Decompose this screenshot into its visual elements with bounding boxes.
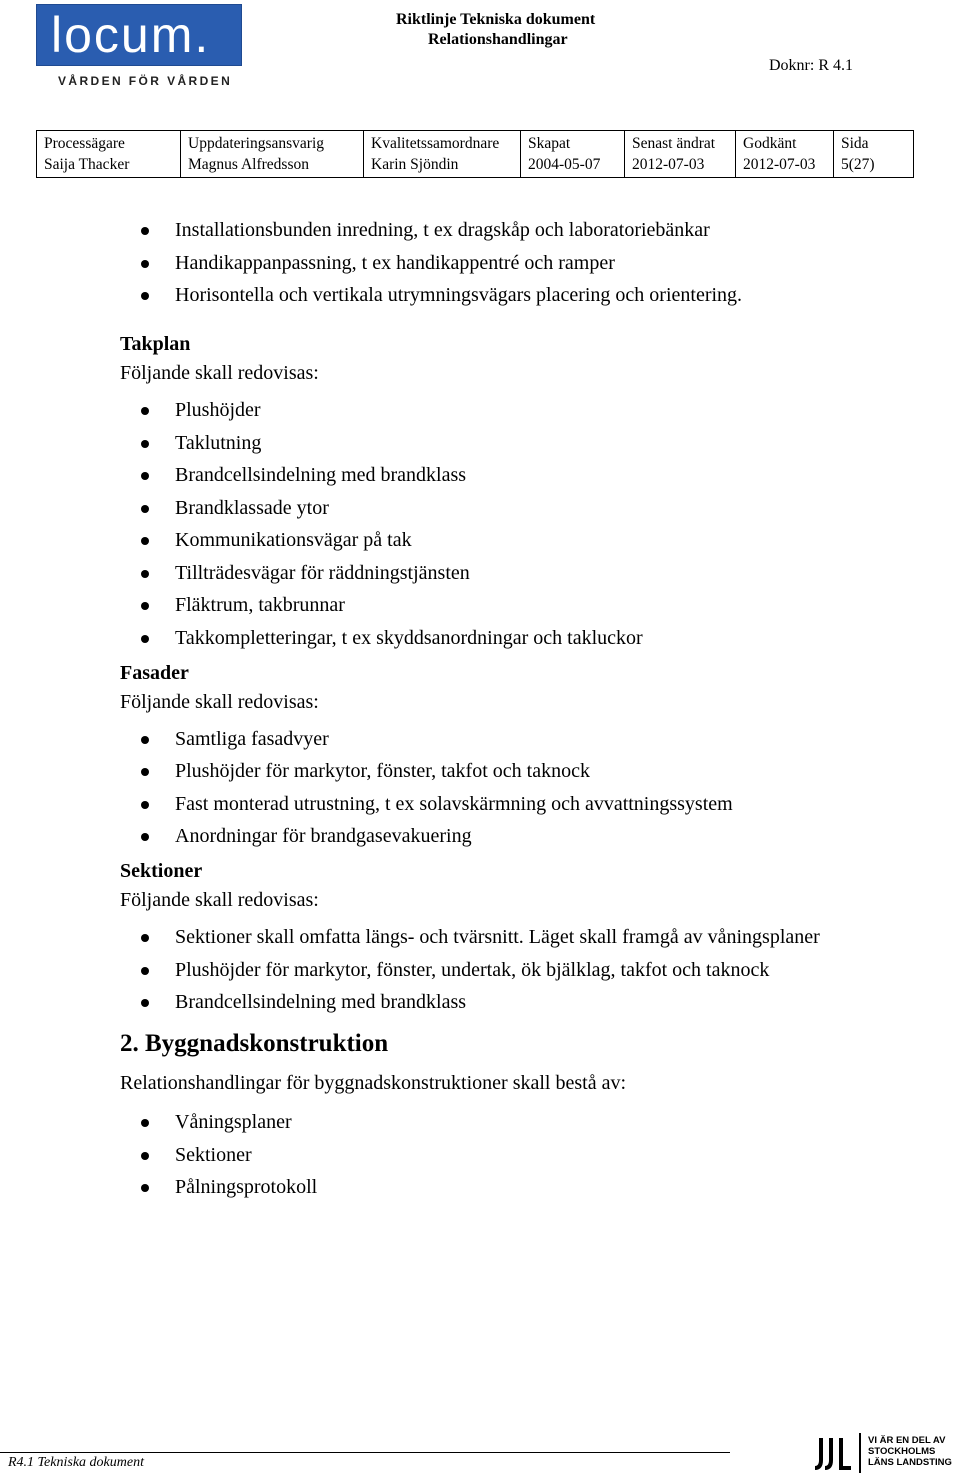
list-item: Handikappanpassning, t ex handikappentré och ramper — [120, 251, 900, 276]
list-item: Takkompletteringar, t ex skyddsanordningar och takluckor — [120, 626, 900, 651]
metadata-row — [37, 131, 914, 178]
locum-logo — [36, 4, 242, 66]
list-item: Horisontella och vertikala utrymningsvägars placering och orientering. — [120, 283, 900, 308]
chapter-intro: Relationshandlingar för byggnadskonstruktioner skall bestå av: — [120, 1072, 627, 1094]
footer-divider — [0, 1452, 730, 1453]
section-heading: Takplan — [120, 333, 191, 355]
section-heading: Fasader — [120, 661, 189, 684]
list-item: Installationsbunden inredning, t ex dragskåp och laboratoriebänkar — [120, 218, 900, 243]
list-item: Brandcellsindelning med brandklass — [120, 990, 900, 1015]
metadata-value: 2012-07-03 — [632, 156, 705, 173]
list-item: Kommunikationsvägar på tak — [120, 528, 900, 553]
list-item: Brandcellsindelning med brandklass — [120, 463, 900, 488]
metadata-cell — [736, 131, 834, 178]
sll-emblem-icon — [815, 1436, 855, 1472]
sll-tagline: VI ÄR EN DEL AV STOCKHOLMS LÄNS LANDSTING — [868, 1435, 952, 1468]
metadata-header: Uppdateringsansvarig — [188, 135, 325, 152]
list-item: Pålningsprotokoll — [120, 1175, 900, 1200]
list-item: Våningsplaner — [120, 1110, 900, 1135]
metadata-cell — [521, 131, 625, 178]
sll-divider — [859, 1433, 861, 1473]
document-subtitle: Relationshandlingar — [428, 31, 568, 48]
metadata-header: Sida — [841, 135, 869, 152]
metadata-value: 2004-05-07 — [528, 156, 601, 173]
bullet-list — [120, 727, 900, 850]
list-item: Samtliga fasadvyer — [120, 727, 900, 752]
list-item: Plushöjder för markytor, fönster, undertak, ök bjälklag, takfot och taknock — [120, 958, 900, 983]
chapter-byggnadskonstruktion — [120, 1029, 900, 1200]
list-item: Anordningar för brandgasevakuering — [120, 824, 900, 849]
list-item: Brandklassade ytor — [120, 496, 900, 521]
bullet-list — [120, 398, 900, 651]
document-number: Doknr: R 4.1 — [769, 57, 853, 74]
list-item: Plushöjder — [120, 398, 900, 423]
metadata-header: Skapat — [528, 135, 571, 152]
section-intro: Följande skall redovisas: — [120, 889, 319, 911]
metadata-header: Godkänt — [743, 135, 797, 152]
bullet-list — [120, 925, 900, 1015]
list-item: Taklutning — [120, 431, 900, 456]
bullet-list — [120, 1110, 900, 1200]
metadata-value: Magnus Alfredsson — [188, 156, 309, 173]
logo-wordmark: locum. — [51, 7, 211, 63]
metadata-header: Processägare — [44, 135, 125, 152]
metadata-value: 5(27) — [841, 156, 875, 173]
section-intro: Följande skall redovisas: — [120, 362, 319, 384]
document-body — [120, 218, 900, 1208]
section-heading: Sektioner — [120, 860, 203, 882]
section-fasader — [120, 661, 900, 850]
metadata-value: Karin Sjöndin — [371, 156, 459, 173]
section-intro: Följande skall redovisas: — [120, 690, 319, 713]
section-takplan — [120, 332, 900, 651]
logo-tagline: VÅRDEN FÖR VÅRDEN — [58, 74, 233, 88]
metadata-cell — [834, 131, 914, 178]
metadata-cell — [625, 131, 736, 178]
list-item: Plushöjder för markytor, fönster, takfot och taknock — [120, 759, 900, 784]
list-item: Fläktrum, takbrunnar — [120, 593, 900, 618]
list-item: Sektioner — [120, 1143, 900, 1168]
document-title: Riktlinje Tekniska dokument — [396, 11, 596, 28]
metadata-table — [36, 130, 914, 178]
list-item: Sektioner skall omfatta längs- och tvärsnitt. Läget skall framgå av våningsplaner — [120, 925, 900, 950]
metadata-cell — [181, 131, 364, 178]
bullet-list — [120, 218, 900, 308]
list-item: Fast monterad utrustning, t ex solavskärmning och avvattningssystem — [120, 792, 900, 817]
metadata-value: 2012-07-03 — [743, 156, 816, 173]
metadata-header: Kvalitetssamordnare — [371, 135, 500, 152]
metadata-value: Saija Thacker — [44, 156, 130, 173]
metadata-header: Senast ändrat — [632, 135, 716, 152]
section-sektioner — [120, 859, 900, 1015]
list-item: Tillträdesvägar för räddningstjänsten — [120, 561, 900, 586]
sll-logo — [815, 1433, 960, 1473]
footer-document-name: R4.1 Tekniska dokument — [8, 1455, 144, 1470]
metadata-cell — [37, 131, 181, 178]
metadata-cell — [364, 131, 521, 178]
chapter-heading: 2. Byggnadskonstruktion — [120, 1030, 389, 1057]
